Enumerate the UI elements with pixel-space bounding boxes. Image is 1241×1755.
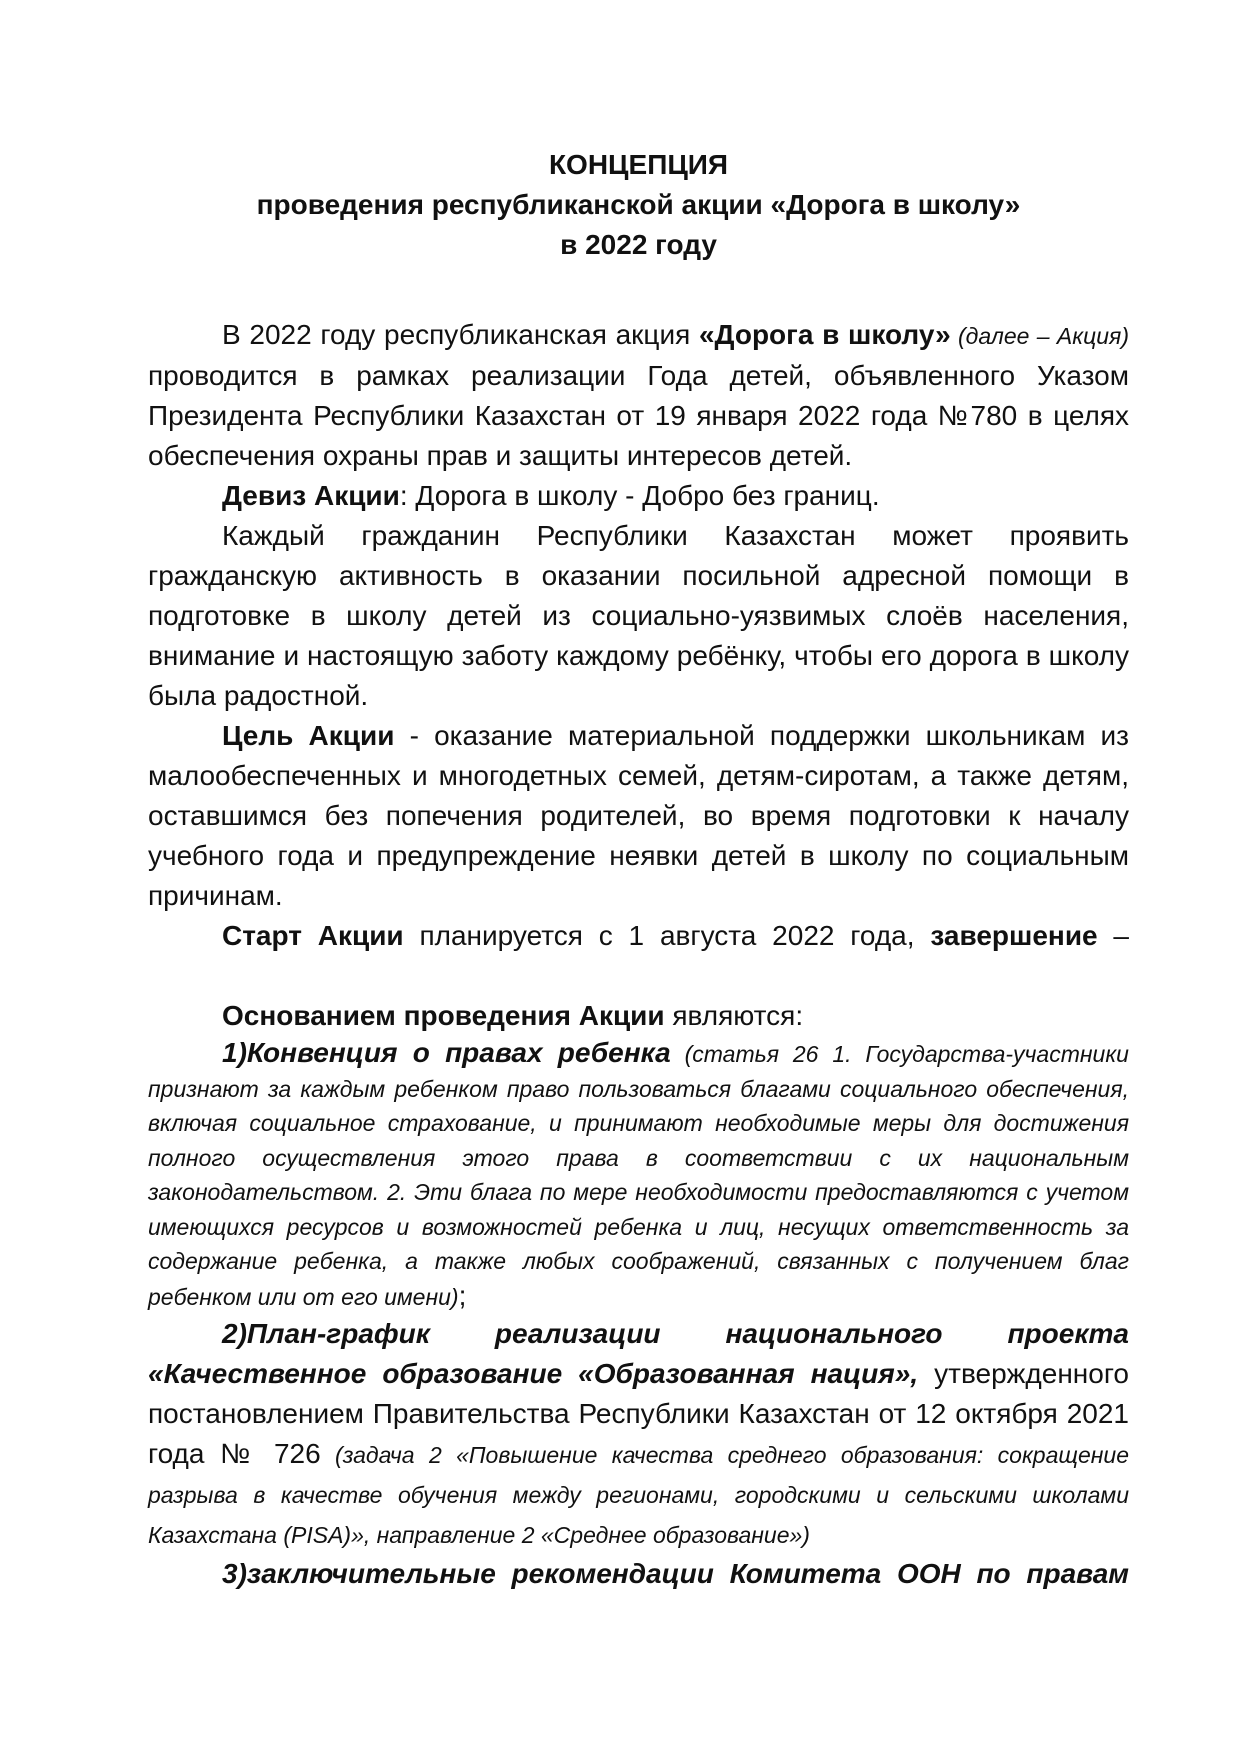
document-title (148, 145, 1129, 265)
title-line-1: КОНЦЕПЦИЯ (548, 149, 729, 180)
paragraph-motto: Девиз Акции: Дорога в школу - Добро без границ. (222, 480, 880, 511)
list-item-3: 3)заключительные рекомендации Комитета ООН по правам (222, 1558, 1129, 1589)
paragraph-start: Старт Акции планируется с 1 августа 2022 года, завершение – (222, 920, 1130, 951)
list-item-2: 2)План-график реализации национального проекта «Качественное образование «Образованная нация», утвержденного постановлением Правительства Республики Казахстан от 12 октября 2021 года № 726 (задача 2 «Повышение качества среднего образования: сокращение разрыва в качестве обучения между регионами, городскими и сельскими школами Казахстана (PISA)», направление 2 «Среднее образование») (148, 1318, 1129, 1548)
title-line-3: в 2022 году (560, 229, 717, 260)
paragraph-intro: В 2022 году республиканская акция «Дорога в школу» (далее – Акция) проводится в рамках реализации Года детей, объявленного Указом Президента Республики Казахстан от 19 января 2022 года №780 в целях обеспечения охраны прав и защиты интересов детей. (148, 319, 1130, 471)
list-item-1: 1)Конвенция о правах ребенка (статья 26 1. Государства-участники признают за каждым ребенком право пользоваться благами социального обеспечения, включая социальное страхование, и принимают необходимые меры для достижения полного осуществления этого права в соответствии с их национальным законодательством. 2. Эти блага по мере необходимости предоставляются с учетом имеющихся ресурсов и возможностей ребенка и лиц, несущих ответственность за содержание ребенка, а также любых соображений, связанных с получением благ ребенком или от его имени); (148, 1037, 1129, 1311)
paragraph-basis: Основанием проведения Акции являются: (222, 1000, 804, 1031)
title-line-2: проведения республиканской акции «Дорога в школу» (256, 189, 1021, 220)
paragraph-goal: Цель Акции - оказание материальной поддержки школьникам из малообеспеченных и многодетных семей, детям-сиротам, а также детям, оставшимся без попечения родителей, во время подготовки к началу учебного года и предупреждение неявки детей в школу по социальным причинам. (148, 720, 1129, 911)
paragraph-citizens: Каждый гражданин Республики Казахстан может проявить гражданскую активность в оказании посильной адресной помощи в подготовке в школу детей из социально-уязвимых слоёв населения, внимание и настоящую заботу каждому ребёнку, чтобы его дорога в школу была радостной. (148, 520, 1129, 711)
